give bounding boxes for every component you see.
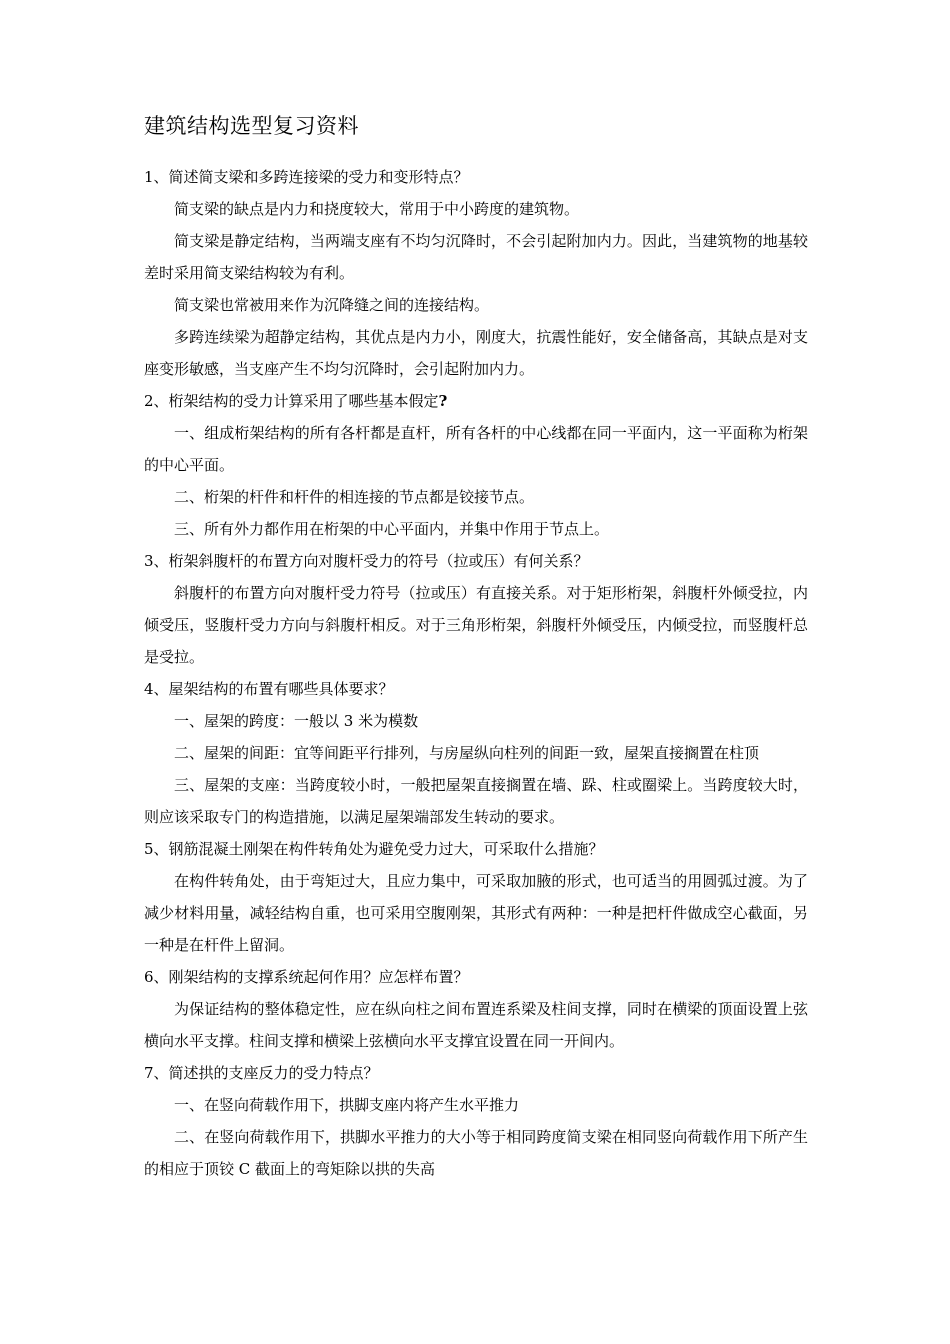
- answer-paragraph: 多跨连续梁为超静定结构，其优点是内力小，刚度大，抗震性能好，安全储备高，其缺点是对支座变形敏感，当支座产生不均匀沉降时，会引起附加内力。: [144, 328, 808, 378]
- question-4: 4、屋架结构的布置有哪些具体要求？: [144, 680, 394, 698]
- document-body: [144, 110, 808, 1185]
- answer-paragraph: 简支梁也常被用来作为沉降缝之间的连接结构。: [174, 296, 490, 314]
- document-title: 建筑结构选型复习资料: [144, 114, 359, 138]
- answer-paragraph: 简支梁是静定结构，当两端支座有不均匀沉降时，不会引起附加内力。因此，当建筑物的地基较差时采用简支梁结构较为有利。: [144, 232, 808, 282]
- answer-paragraph: 为保证结构的整体稳定性，应在纵向柱之间布置连系梁及柱间支撑，同时在横梁的顶面设置上弦横向水平支撑。柱间支撑和横梁上弦横向水平支撑宜设置在同一开间内。: [144, 1000, 808, 1050]
- answer-paragraph: 在构件转角处，由于弯矩过大，且应力集中，可采取加腋的形式，也可适当的用圆弧过渡。为了减少材料用量，减轻结构自重，也可采用空腹刚架，其形式有两种：一种是把杆件做成空心截面，另一种是在杆件上留洞。: [144, 872, 808, 954]
- question-6: 6、刚架结构的支撑系统起何作用？应怎样布置？: [144, 968, 469, 986]
- question-2: [144, 385, 808, 417]
- answer-paragraph: 一、在竖向荷载作用下，拱脚支座内将产生水平推力: [174, 1096, 520, 1114]
- answer-paragraph: 二、桁架的杆件和杆件的相连接的节点都是铰接节点。: [174, 488, 535, 506]
- answer-paragraph: 三、所有外力都作用在桁架的中心平面内，并集中作用于节点上。: [174, 520, 610, 538]
- answer-paragraph: 二、在竖向荷载作用下，拱脚水平推力的大小等于相同跨度简支梁在相同竖向荷载作用下所产生的相应于顶铰 C 截面上的弯矩除以拱的失高: [144, 1128, 808, 1178]
- answer-paragraph: 三、屋架的支座：当跨度较小时，一般把屋架直接搁置在墙、跺、柱或圈梁上。当跨度较大时，则应该采取专门的构造措施，以满足屋架端部发生转动的要求。: [144, 776, 808, 826]
- question-2-text: 2、桁架结构的受力计算采用了哪些基本假定: [144, 392, 439, 410]
- answer-paragraph: 一、屋架的跨度：一般以 3 米为模数: [174, 712, 419, 730]
- question-1: 1、简述简支梁和多跨连接梁的受力和变形特点？: [144, 168, 469, 186]
- question-3: 3、桁架斜腹杆的布置方向对腹杆受力的符号（拉或压）有何关系？: [144, 552, 589, 570]
- answer-paragraph: 一、组成桁架结构的所有各杆都是直杆，所有各杆的中心线都在同一平面内，这一平面称为桁架的中心平面。: [144, 424, 808, 474]
- answer-paragraph: 斜腹杆的布置方向对腹杆受力符号（拉或压）有直接关系。对于矩形桁架，斜腹杆外倾受拉，内倾受压，竖腹杆受力方向与斜腹杆相反。对于三角形桁架，斜腹杆外倾受压，内倾受拉，而竖腹杆总是受拉。: [144, 584, 808, 666]
- question-5: 5、钢筋混凝土刚架在构件转角处为避免受力过大，可采取什么措施？: [144, 840, 604, 858]
- answer-paragraph: 简支梁的缺点是内力和挠度较大，常用于中小跨度的建筑物。: [174, 200, 580, 218]
- answer-paragraph: 二、屋架的间距：宜等间距平行排列，与房屋纵向柱列的间距一致，屋架直接搁置在柱顶: [174, 744, 760, 762]
- question-7: 7、简述拱的支座反力的受力特点？: [144, 1064, 379, 1082]
- question-2-mark: ?: [438, 392, 448, 410]
